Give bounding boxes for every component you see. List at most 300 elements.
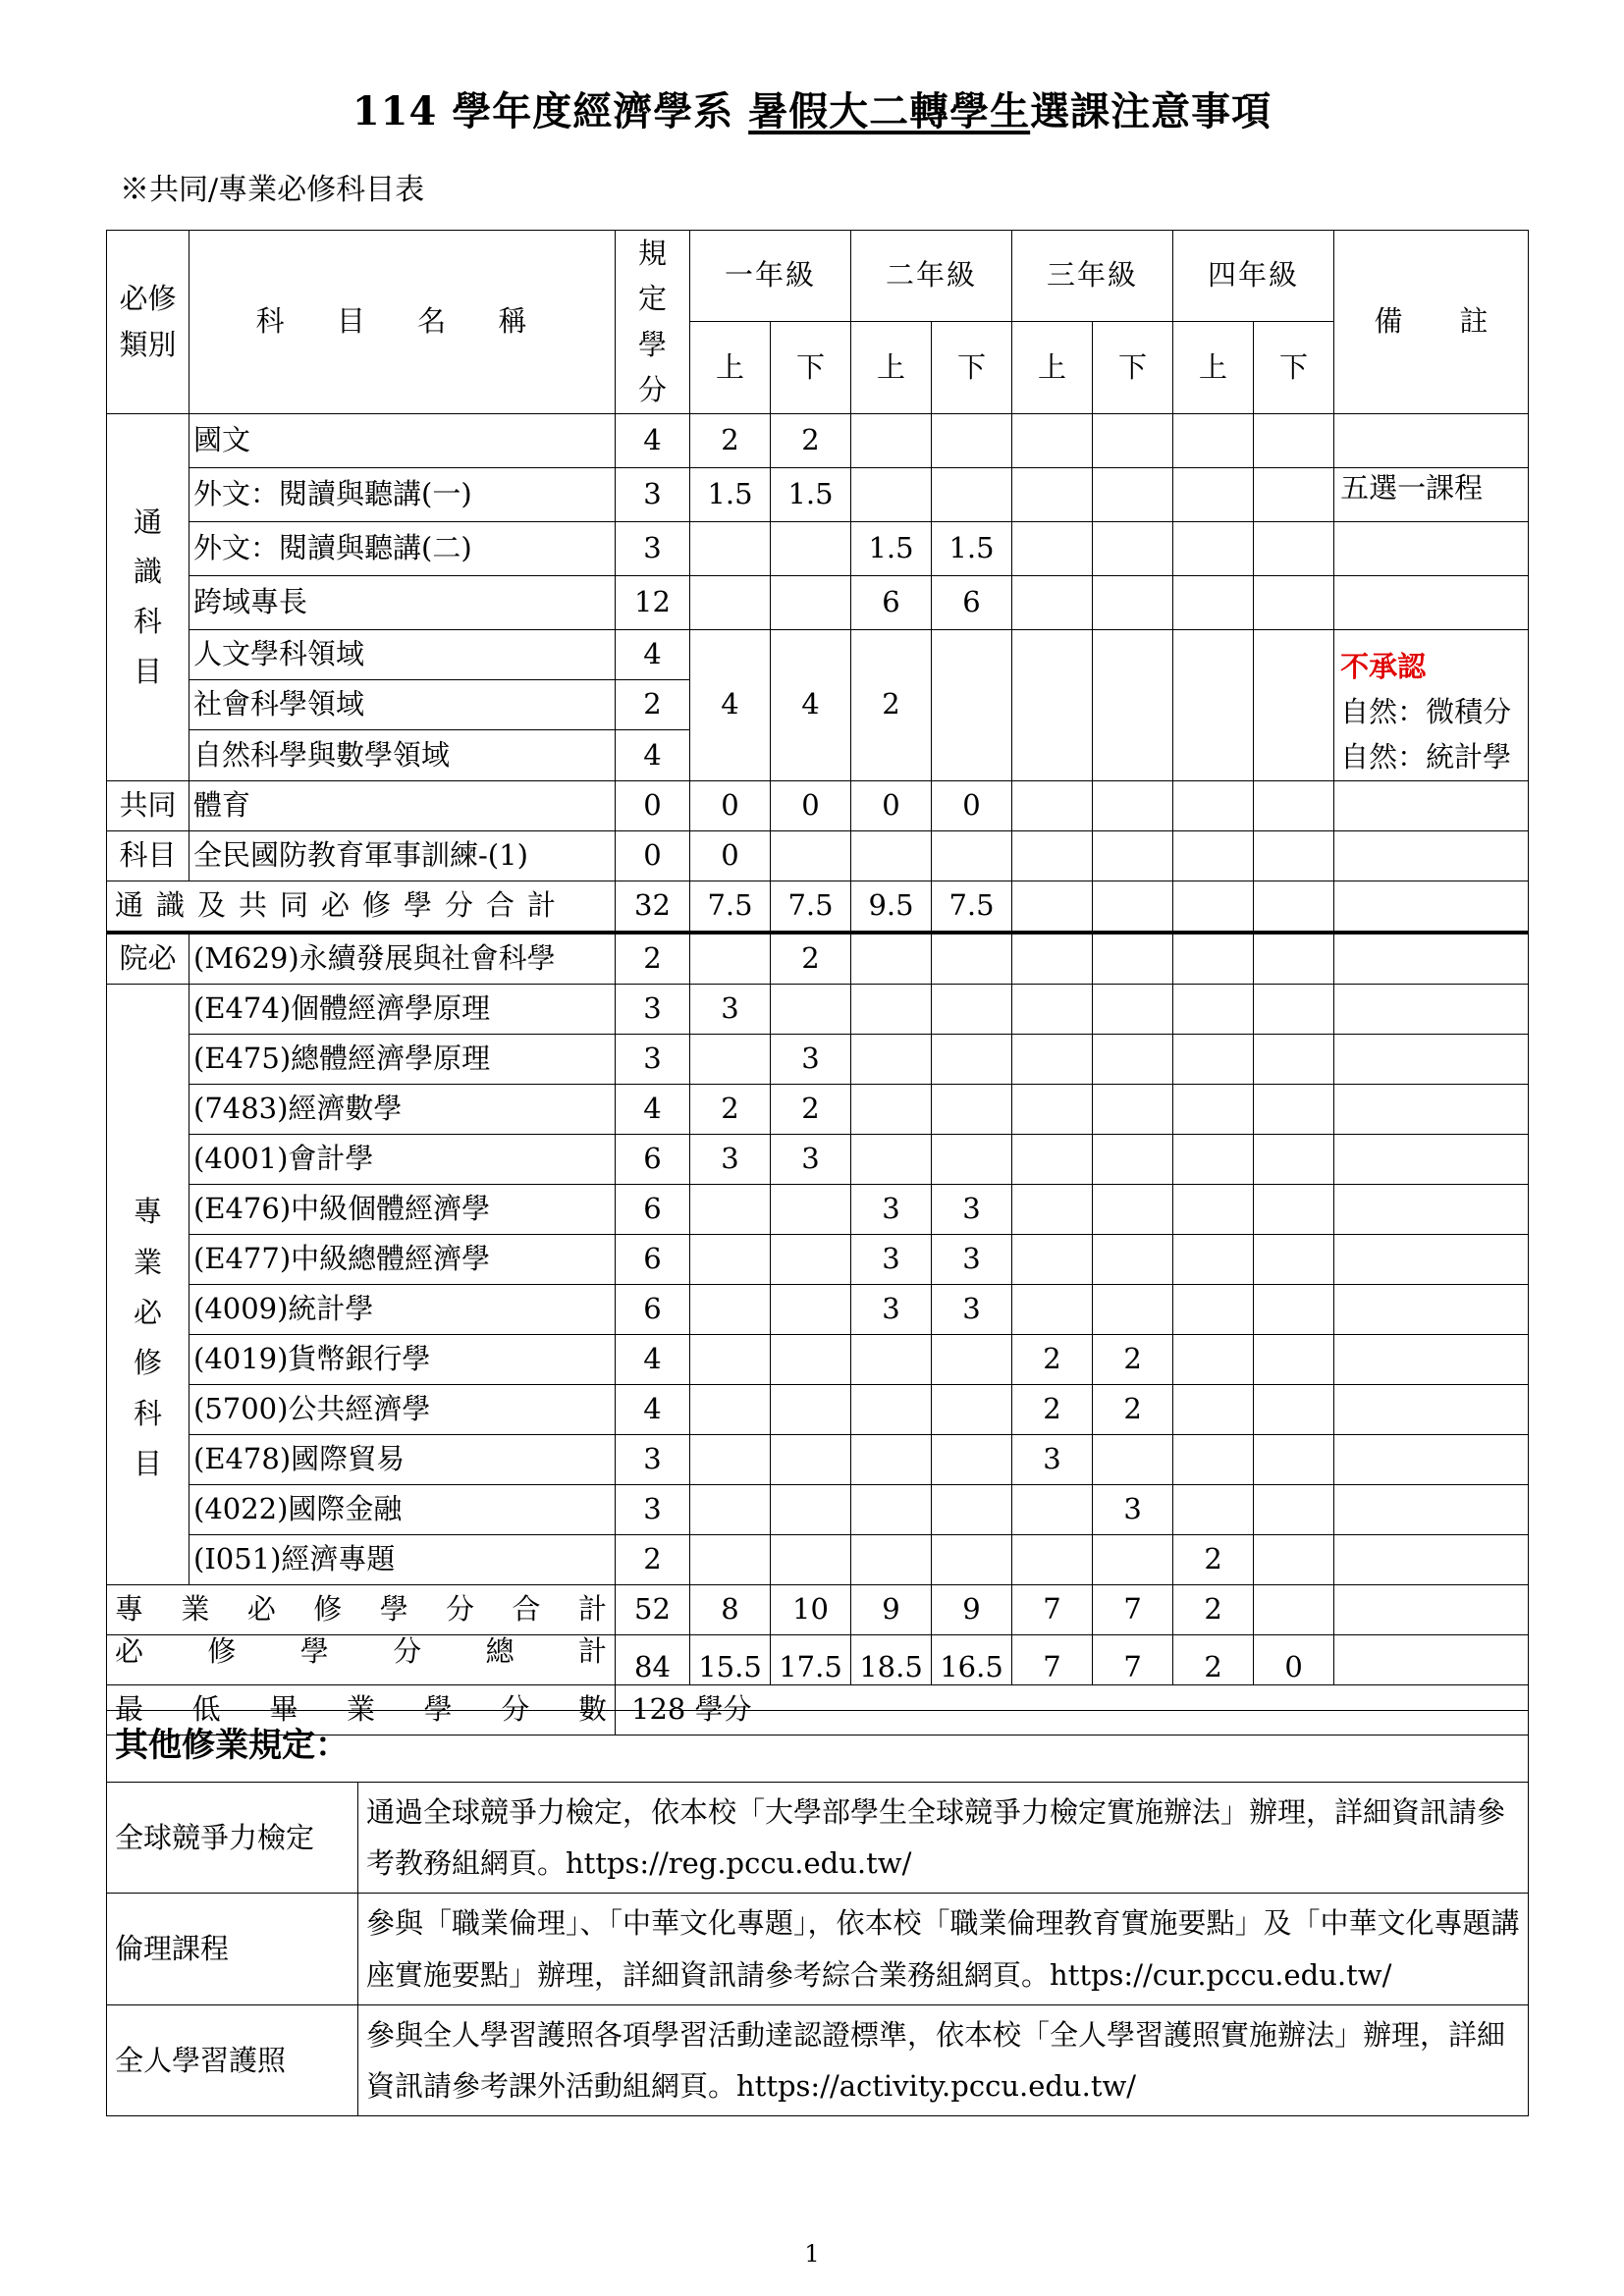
remark-cell bbox=[1334, 1534, 1529, 1584]
course-credits: 0 bbox=[616, 780, 690, 830]
course-credits: 6 bbox=[616, 1184, 690, 1234]
course-name: 全民國防教育軍事訓練-(1) bbox=[189, 830, 616, 881]
year-cell: 15.5 bbox=[690, 1634, 771, 1684]
year-cell bbox=[1254, 1034, 1334, 1084]
year-cell: 7.5 bbox=[690, 881, 771, 933]
year-cell: 0 bbox=[1254, 1634, 1334, 1684]
course-name: (E474)個體經濟學原理 bbox=[189, 984, 616, 1034]
year-cell bbox=[1254, 1084, 1334, 1134]
year-cell bbox=[690, 1034, 771, 1084]
year-cell bbox=[932, 1334, 1012, 1384]
year-cell bbox=[1254, 984, 1334, 1034]
year-cell bbox=[1254, 629, 1334, 780]
course-name: (E475)總體經濟學原理 bbox=[189, 1034, 616, 1084]
year-cell: 2 bbox=[771, 933, 851, 985]
year-cell bbox=[690, 575, 771, 629]
course-credits: 4 bbox=[616, 730, 690, 780]
course-credits: 12 bbox=[616, 575, 690, 629]
year-cell bbox=[690, 1384, 771, 1434]
year-cell bbox=[932, 1084, 1012, 1134]
year-cell bbox=[1012, 933, 1093, 985]
remark-cell bbox=[1334, 1184, 1529, 1234]
year-cell bbox=[1254, 830, 1334, 881]
year-cell bbox=[1093, 1534, 1173, 1584]
requirement-label: 倫理課程 bbox=[107, 1894, 358, 2004]
year-cell bbox=[771, 1534, 851, 1584]
remark-cell bbox=[1334, 830, 1529, 881]
subtotal-general-row bbox=[107, 881, 1529, 933]
course-name: 自然科學與數學領域 bbox=[189, 730, 616, 780]
year-cell: 17.5 bbox=[771, 1634, 851, 1684]
course-name: 跨域專長 bbox=[189, 575, 616, 629]
year-cell bbox=[1093, 1034, 1173, 1084]
general-category: 通識科目 bbox=[107, 413, 189, 780]
remark-cell bbox=[1334, 1284, 1529, 1334]
year-cell: 8 bbox=[690, 1584, 771, 1634]
subtotal-general-label: 通識及共同必修學分合計 bbox=[107, 881, 616, 933]
year-cell bbox=[851, 467, 932, 521]
remark-cell bbox=[1334, 1084, 1529, 1134]
year-cell: 16.5 bbox=[932, 1634, 1012, 1684]
course-credits: 2 bbox=[616, 1534, 690, 1584]
year-cell: 0 bbox=[851, 780, 932, 830]
course-credits: 0 bbox=[616, 830, 690, 881]
year-cell bbox=[1012, 881, 1093, 933]
year-cell bbox=[1012, 1284, 1093, 1334]
required-courses-table bbox=[106, 230, 1529, 1735]
other-requirements-body bbox=[107, 1711, 1529, 2116]
year-cell bbox=[1093, 1234, 1173, 1284]
course-name: 國文 bbox=[189, 413, 616, 467]
major-category: 專業必修科目 bbox=[107, 984, 189, 1584]
year-cell bbox=[1093, 881, 1173, 933]
general-row bbox=[107, 575, 1529, 629]
header-upper: 上 bbox=[1012, 322, 1093, 413]
course-name: (4001)會計學 bbox=[189, 1134, 616, 1184]
general-row bbox=[107, 467, 1529, 521]
year-cell bbox=[771, 1234, 851, 1284]
college-category: 院必 bbox=[107, 933, 189, 985]
common-category: 科目 bbox=[107, 830, 189, 881]
year-cell bbox=[1254, 881, 1334, 933]
year-cell: 4 bbox=[771, 629, 851, 780]
requirement-text: 參與全人學習護照各項學習活動達認證標準，依本校「全人學習護照實施辦法」辦理，詳細資訊請參考課外活動組網頁。https://activity.pccu.edu.tw/ bbox=[358, 2004, 1529, 2115]
year-cell: 3 bbox=[851, 1184, 932, 1234]
year-cell bbox=[1012, 575, 1093, 629]
year-cell bbox=[1173, 933, 1254, 985]
year-cell bbox=[932, 1534, 1012, 1584]
year-cell: 3 bbox=[771, 1134, 851, 1184]
general-row bbox=[107, 413, 1529, 467]
minimum-credits-label: 最低畢業學分數 bbox=[107, 1684, 616, 1735]
year-cell bbox=[932, 830, 1012, 881]
year-cell bbox=[1173, 1434, 1254, 1484]
year-cell bbox=[1254, 1484, 1334, 1534]
major-row bbox=[107, 1384, 1529, 1434]
remark-cell bbox=[1334, 1234, 1529, 1284]
course-name: 外文：閱讀與聽講(一) bbox=[189, 467, 616, 521]
year-cell bbox=[1173, 1334, 1254, 1384]
year-cell: 7.5 bbox=[932, 881, 1012, 933]
year-cell bbox=[851, 1034, 932, 1084]
college-row bbox=[107, 933, 1529, 985]
header-lower: 下 bbox=[1093, 322, 1173, 413]
year-cell bbox=[1012, 413, 1093, 467]
requirement-label: 全人學習護照 bbox=[107, 2004, 358, 2115]
year-cell bbox=[690, 521, 771, 575]
course-credits: 3 bbox=[616, 521, 690, 575]
year-cell bbox=[690, 1184, 771, 1234]
year-cell bbox=[1012, 1034, 1093, 1084]
year-cell: 1.5 bbox=[690, 467, 771, 521]
requirement-text: 參與「職業倫理」、「中華文化專題」，依本校「職業倫理教育實施要點」及「中華文化專題講座實施要點」辦理，詳細資訊請參考綜合業務組網頁。https://cur.pccu.edu.tw/ bbox=[358, 1894, 1529, 2004]
year-cell bbox=[932, 467, 1012, 521]
course-credits: 6 bbox=[616, 1284, 690, 1334]
remark-cell bbox=[1334, 933, 1529, 985]
course-name: (5700)公共經濟學 bbox=[189, 1384, 616, 1434]
remark-cell bbox=[1334, 1584, 1529, 1634]
year-cell bbox=[1012, 780, 1093, 830]
remark-cell bbox=[1334, 413, 1529, 467]
year-cell: 3 bbox=[932, 1184, 1012, 1234]
year-cell bbox=[932, 1134, 1012, 1184]
year-cell bbox=[1093, 933, 1173, 985]
year-cell bbox=[1254, 1434, 1334, 1484]
remark-cell bbox=[1334, 521, 1529, 575]
course-credits: 4 bbox=[616, 1384, 690, 1434]
year-cell bbox=[1093, 1184, 1173, 1234]
header-category: 必修類別 bbox=[107, 231, 189, 414]
year-cell: 3 bbox=[851, 1284, 932, 1334]
course-name: 社會科學領域 bbox=[189, 679, 616, 729]
year-cell bbox=[690, 1234, 771, 1284]
major-row bbox=[107, 1484, 1529, 1534]
year-cell: 7 bbox=[1093, 1584, 1173, 1634]
year-cell bbox=[1254, 1184, 1334, 1234]
year-cell: 2 bbox=[1173, 1584, 1254, 1634]
remark-cell bbox=[1334, 1334, 1529, 1384]
year-cell bbox=[771, 1484, 851, 1534]
year-cell bbox=[1012, 984, 1093, 1034]
year-cell: 7 bbox=[1012, 1584, 1093, 1634]
year-cell bbox=[771, 1284, 851, 1334]
year-cell: 2 bbox=[1173, 1534, 1254, 1584]
header-upper: 上 bbox=[1173, 322, 1254, 413]
course-name: (E477)中級總體經濟學 bbox=[189, 1234, 616, 1284]
year-cell bbox=[932, 629, 1012, 780]
header-credits: 規定學分 bbox=[616, 231, 690, 414]
page-number: 1 bbox=[804, 2240, 820, 2268]
header-upper: 上 bbox=[690, 322, 771, 413]
year-cell: 1.5 bbox=[851, 521, 932, 575]
year-cell bbox=[932, 1484, 1012, 1534]
year-cell bbox=[1012, 629, 1093, 780]
subtotal-major-credits: 52 bbox=[616, 1584, 690, 1634]
year-cell bbox=[1093, 984, 1173, 1034]
requirement-text: 通過全球競爭力檢定，依本校「大學部學生全球競爭力檢定實施辦法」辦理，詳細資訊請參考教務組網頁。https://reg.pccu.edu.tw/ bbox=[358, 1783, 1529, 1894]
year-cell: 10 bbox=[771, 1584, 851, 1634]
year-cell bbox=[1254, 1384, 1334, 1434]
remark-cell bbox=[1334, 780, 1529, 830]
year-cell: 18.5 bbox=[851, 1634, 932, 1684]
course-credits: 3 bbox=[616, 1434, 690, 1484]
year-cell bbox=[1173, 575, 1254, 629]
year-cell bbox=[851, 984, 932, 1034]
course-credits: 4 bbox=[616, 1084, 690, 1134]
year-cell: 3 bbox=[851, 1234, 932, 1284]
year-cell bbox=[1254, 413, 1334, 467]
header-upper: 上 bbox=[851, 322, 932, 413]
year-cell bbox=[1093, 780, 1173, 830]
course-name: 人文學科領域 bbox=[189, 629, 616, 679]
course-credits: 4 bbox=[616, 1334, 690, 1384]
course-credits: 2 bbox=[616, 933, 690, 985]
common-row bbox=[107, 780, 1529, 830]
remark-cell bbox=[1334, 629, 1529, 780]
year-cell bbox=[1173, 1134, 1254, 1184]
year-cell: 0 bbox=[690, 830, 771, 881]
year-cell bbox=[1173, 467, 1254, 521]
year-cell bbox=[1093, 467, 1173, 521]
year-cell bbox=[771, 830, 851, 881]
remark-cell: 五選一課程 bbox=[1334, 467, 1529, 521]
year-cell: 3 bbox=[771, 1034, 851, 1084]
course-name: (M629)永續發展與社會科學 bbox=[189, 933, 616, 985]
year-cell bbox=[932, 1034, 1012, 1084]
year-cell bbox=[1254, 1234, 1334, 1284]
year-cell bbox=[1093, 830, 1173, 881]
year-cell: 2 bbox=[690, 1084, 771, 1134]
year-cell: 1.5 bbox=[932, 521, 1012, 575]
year-cell bbox=[1012, 1484, 1093, 1534]
year-cell: 0 bbox=[690, 780, 771, 830]
title-underlined: 暑假大二轉學生 bbox=[748, 88, 1031, 134]
subtotal-major-label: 專業必修學分合計 bbox=[107, 1584, 616, 1634]
year-cell: 7.5 bbox=[771, 881, 851, 933]
other-requirements-table bbox=[106, 1710, 1529, 2116]
total-credits: 84 bbox=[616, 1634, 690, 1684]
required-courses-body bbox=[107, 231, 1529, 1735]
title-suffix: 選課注意事項 bbox=[1030, 88, 1272, 134]
course-credits: 6 bbox=[616, 1234, 690, 1284]
year-cell bbox=[1173, 780, 1254, 830]
year-cell: 0 bbox=[771, 780, 851, 830]
year-cell bbox=[771, 521, 851, 575]
year-cell bbox=[851, 1434, 932, 1484]
remark-cell bbox=[1334, 1484, 1529, 1534]
year-cell: 4 bbox=[690, 629, 771, 780]
remark-cell bbox=[1334, 984, 1529, 1034]
year-cell bbox=[1173, 1084, 1254, 1134]
year-cell bbox=[1012, 830, 1093, 881]
year-cell bbox=[851, 1084, 932, 1134]
year-cell: 3 bbox=[1012, 1434, 1093, 1484]
course-name: 外文：閱讀與聽講(二) bbox=[189, 521, 616, 575]
course-credits: 3 bbox=[616, 1034, 690, 1084]
course-credits: 2 bbox=[616, 679, 690, 729]
course-credits: 3 bbox=[616, 1484, 690, 1534]
remark-statistics: 自然：統計學 bbox=[1340, 740, 1512, 774]
header-year4: 四年級 bbox=[1173, 231, 1334, 322]
remark-cell bbox=[1334, 1384, 1529, 1434]
general-row bbox=[107, 521, 1529, 575]
major-row bbox=[107, 1084, 1529, 1134]
year-cell bbox=[1093, 1084, 1173, 1134]
common-category: 共同 bbox=[107, 780, 189, 830]
year-cell bbox=[1012, 1234, 1093, 1284]
remark-not-accepted: 不承認 bbox=[1340, 649, 1427, 683]
other-row bbox=[107, 1894, 1529, 2004]
year-cell bbox=[690, 1434, 771, 1484]
year-cell bbox=[1012, 521, 1093, 575]
year-cell: 9 bbox=[851, 1584, 932, 1634]
year-cell: 3 bbox=[690, 984, 771, 1034]
year-cell bbox=[1173, 881, 1254, 933]
year-cell bbox=[1173, 521, 1254, 575]
major-row bbox=[107, 1334, 1529, 1384]
remark-cell bbox=[1334, 1634, 1529, 1684]
year-cell: 6 bbox=[932, 575, 1012, 629]
course-name: (E478)國際貿易 bbox=[189, 1434, 616, 1484]
year-cell: 1.5 bbox=[771, 467, 851, 521]
year-cell bbox=[690, 933, 771, 985]
course-credits: 6 bbox=[616, 1134, 690, 1184]
year-cell bbox=[1173, 413, 1254, 467]
header-year3: 三年級 bbox=[1012, 231, 1173, 322]
year-cell bbox=[690, 1284, 771, 1334]
year-cell bbox=[932, 933, 1012, 985]
year-cell bbox=[771, 1184, 851, 1234]
year-cell: 2 bbox=[1093, 1384, 1173, 1434]
year-cell: 7 bbox=[1093, 1634, 1173, 1684]
header-lower: 下 bbox=[932, 322, 1012, 413]
year-cell bbox=[1254, 1334, 1334, 1384]
year-cell bbox=[1254, 575, 1334, 629]
year-cell bbox=[690, 1334, 771, 1384]
title-prefix: 114 學年度經濟學系 bbox=[352, 88, 749, 134]
header-year2: 二年級 bbox=[851, 231, 1012, 322]
major-row bbox=[107, 1234, 1529, 1284]
minimum-credits-value: 128 學分 bbox=[616, 1684, 1529, 1735]
year-cell bbox=[1093, 521, 1173, 575]
remark-calculus: 自然：微積分 bbox=[1340, 694, 1512, 728]
major-row bbox=[107, 1434, 1529, 1484]
year-cell bbox=[932, 413, 1012, 467]
year-cell bbox=[932, 1434, 1012, 1484]
year-cell: 2 bbox=[1012, 1334, 1093, 1384]
course-name: (7483)經濟數學 bbox=[189, 1084, 616, 1134]
total-row bbox=[107, 1634, 1529, 1684]
remark-cell bbox=[1334, 1034, 1529, 1084]
year-cell bbox=[1012, 1134, 1093, 1184]
major-row bbox=[107, 1184, 1529, 1234]
year-cell bbox=[932, 984, 1012, 1034]
year-cell bbox=[690, 1534, 771, 1584]
course-credits: 4 bbox=[616, 413, 690, 467]
major-row bbox=[107, 1534, 1529, 1584]
year-cell: 2 bbox=[1012, 1384, 1093, 1434]
year-cell: 7 bbox=[1012, 1634, 1093, 1684]
requirement-label: 全球競爭力檢定 bbox=[107, 1783, 358, 1894]
major-row bbox=[107, 984, 1529, 1034]
year-cell bbox=[771, 575, 851, 629]
year-cell: 3 bbox=[932, 1234, 1012, 1284]
year-cell: 0 bbox=[932, 780, 1012, 830]
table-subtitle: ※共同/專業必修科目表 bbox=[120, 173, 425, 207]
year-cell bbox=[771, 1384, 851, 1434]
year-cell bbox=[851, 1384, 932, 1434]
year-cell bbox=[851, 1134, 932, 1184]
common-row bbox=[107, 830, 1529, 881]
header-row bbox=[107, 231, 1529, 322]
year-cell bbox=[1254, 1134, 1334, 1184]
year-cell bbox=[1173, 1234, 1254, 1284]
general-row bbox=[107, 629, 1529, 679]
remark-cell bbox=[1334, 881, 1529, 933]
year-cell bbox=[1173, 830, 1254, 881]
year-cell bbox=[1093, 413, 1173, 467]
course-name: (4022)國際金融 bbox=[189, 1484, 616, 1534]
course-name: (4019)貨幣銀行學 bbox=[189, 1334, 616, 1384]
year-cell bbox=[690, 1484, 771, 1534]
header-remarks: 備 註 bbox=[1334, 231, 1529, 414]
remark-cell bbox=[1334, 1134, 1529, 1184]
remark-cell bbox=[1334, 575, 1529, 629]
year-cell bbox=[851, 933, 932, 985]
year-cell: 2 bbox=[690, 413, 771, 467]
year-cell bbox=[851, 1534, 932, 1584]
year-cell: 3 bbox=[690, 1134, 771, 1184]
course-name: (4009)統計學 bbox=[189, 1284, 616, 1334]
year-cell bbox=[1093, 575, 1173, 629]
course-name: (I051)經濟專題 bbox=[189, 1534, 616, 1584]
year-cell: 9 bbox=[932, 1584, 1012, 1634]
other-heading-row bbox=[107, 1711, 1529, 1783]
year-cell bbox=[1254, 933, 1334, 985]
other-row bbox=[107, 1783, 1529, 1894]
course-name: (E476)中級個體經濟學 bbox=[189, 1184, 616, 1234]
year-cell bbox=[1254, 467, 1334, 521]
year-cell bbox=[1093, 1434, 1173, 1484]
year-cell bbox=[1012, 1084, 1093, 1134]
other-row bbox=[107, 2004, 1529, 2115]
year-cell bbox=[851, 830, 932, 881]
year-cell: 6 bbox=[851, 575, 932, 629]
header-lower: 下 bbox=[771, 322, 851, 413]
year-cell bbox=[932, 1384, 1012, 1434]
year-cell bbox=[1173, 1284, 1254, 1334]
year-cell bbox=[1173, 1034, 1254, 1084]
year-cell bbox=[1173, 1184, 1254, 1234]
year-cell bbox=[1173, 984, 1254, 1034]
subtotal-major-row bbox=[107, 1584, 1529, 1634]
major-row bbox=[107, 1284, 1529, 1334]
year-cell: 2 bbox=[1093, 1334, 1173, 1384]
year-cell bbox=[1173, 1484, 1254, 1534]
year-cell bbox=[771, 984, 851, 1034]
course-credits: 4 bbox=[616, 629, 690, 679]
year-cell bbox=[1173, 629, 1254, 780]
year-cell: 2 bbox=[771, 1084, 851, 1134]
page-title bbox=[0, 80, 1624, 136]
year-cell: 2 bbox=[771, 413, 851, 467]
year-cell bbox=[1173, 1384, 1254, 1434]
year-cell bbox=[1254, 780, 1334, 830]
year-cell: 9.5 bbox=[851, 881, 932, 933]
year-cell: 3 bbox=[932, 1284, 1012, 1334]
subtotal-general-credits: 32 bbox=[616, 881, 690, 933]
year-cell bbox=[851, 1484, 932, 1534]
